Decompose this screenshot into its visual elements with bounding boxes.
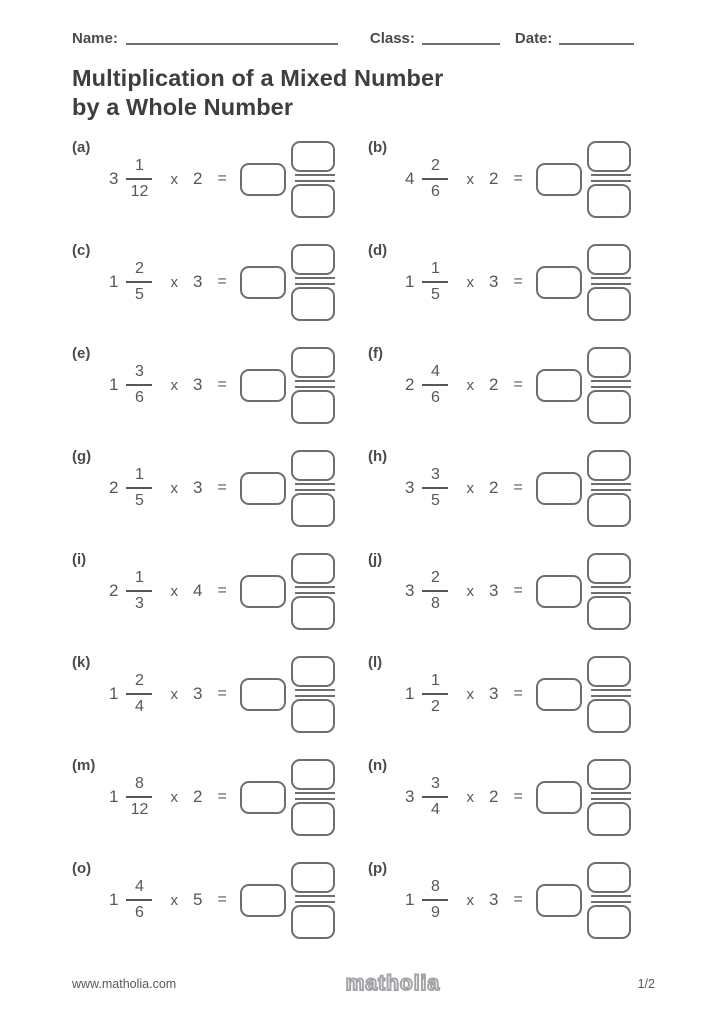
fraction-bar: [422, 590, 448, 592]
answer-whole-box[interactable]: [536, 884, 582, 917]
answer-whole-box[interactable]: [240, 781, 286, 814]
times-sign: x: [170, 273, 178, 291]
mixed-whole: 2: [405, 375, 415, 394]
answer-denominator-box[interactable]: [587, 287, 631, 321]
problem-a: [72, 135, 368, 238]
problem-label: (m): [72, 757, 96, 774]
answer-fraction-bar: [295, 380, 335, 388]
problem-b: [368, 135, 655, 238]
fraction-bar: [126, 281, 152, 283]
answer-fraction-bar: [591, 895, 631, 903]
equals-sign: =: [513, 170, 523, 187]
answer-numerator-box[interactable]: [587, 759, 631, 790]
problem-expression: [405, 869, 655, 931]
answer-fraction: [291, 553, 335, 630]
answer-numerator-box[interactable]: [291, 656, 335, 687]
answer-denominator-box[interactable]: [291, 493, 335, 527]
problem-label: (i): [72, 551, 87, 568]
times-sign: x: [170, 788, 178, 806]
answer-numerator-box[interactable]: [291, 553, 335, 584]
multiplier: 3: [488, 890, 499, 909]
answer-denominator-box[interactable]: [587, 390, 631, 424]
problem-i: [72, 547, 368, 650]
footer-website-link[interactable]: www.matholia.com: [72, 977, 177, 991]
problem-label: (o): [72, 860, 92, 877]
mixed-fraction: [126, 363, 152, 407]
fraction-numerator: 2: [135, 260, 144, 277]
problem-g: [72, 444, 368, 547]
answer-fraction: [291, 862, 335, 939]
mixed-whole: 1: [109, 684, 119, 703]
problem-n: [368, 753, 655, 856]
answer-whole-box[interactable]: [536, 472, 582, 505]
mixed-fraction: [126, 569, 152, 613]
problem-label: (b): [368, 139, 388, 156]
answer-whole-box[interactable]: [536, 678, 582, 711]
answer-numerator-box[interactable]: [587, 553, 631, 584]
mixed-whole: 1: [405, 890, 415, 909]
problem-label: (j): [368, 551, 383, 568]
problem-h: [368, 444, 655, 547]
fraction-numerator: 4: [431, 363, 440, 380]
fraction-bar: [422, 178, 448, 180]
problem-label: (e): [72, 345, 91, 362]
mixed-fraction: [422, 672, 448, 716]
problem-expression: [109, 354, 368, 416]
mixed-fraction: [422, 363, 448, 407]
answer-fraction-bar: [295, 792, 335, 800]
problem-p: [368, 856, 655, 959]
fraction-denominator: 6: [431, 389, 440, 406]
answer-denominator-box[interactable]: [291, 699, 335, 733]
mixed-whole: 2: [109, 478, 119, 497]
answer-whole-box[interactable]: [240, 266, 286, 299]
equals-sign: =: [217, 685, 227, 702]
equals-sign: =: [513, 685, 523, 702]
answer-fraction-bar: [591, 586, 631, 594]
fraction-denominator: 2: [431, 698, 440, 715]
problem-expression: [405, 663, 655, 725]
equals-sign: =: [513, 273, 523, 290]
equals-sign: =: [513, 479, 523, 496]
answer-denominator-box[interactable]: [587, 184, 631, 218]
page-title-line2: by a Whole Number: [72, 94, 294, 120]
answer-fraction-bar: [295, 586, 335, 594]
problem-l: [368, 650, 655, 753]
answer-denominator-box[interactable]: [291, 905, 335, 939]
multiplier: 3: [192, 478, 203, 497]
mixed-fraction: [422, 466, 448, 510]
problem-expression: [109, 869, 368, 931]
problem-j: [368, 547, 655, 650]
fraction-denominator: 12: [130, 183, 149, 200]
multiplier: 3: [192, 272, 203, 291]
mixed-fraction: [126, 672, 152, 716]
footer: [72, 972, 655, 996]
fraction-denominator: 8: [431, 595, 440, 612]
times-sign: x: [170, 376, 178, 394]
problem-o: [72, 856, 368, 959]
equals-sign: =: [217, 273, 227, 290]
fraction-numerator: 2: [431, 569, 440, 586]
equals-sign: =: [217, 582, 227, 599]
problems-grid: [72, 135, 655, 959]
answer-fraction: [291, 347, 335, 424]
mixed-whole: 3: [405, 581, 415, 600]
answer-denominator-box[interactable]: [291, 184, 335, 218]
mixed-whole: 3: [109, 169, 119, 188]
answer-numerator-box[interactable]: [587, 656, 631, 687]
fraction-bar: [422, 796, 448, 798]
times-sign: x: [466, 891, 474, 909]
answer-whole-box[interactable]: [240, 575, 286, 608]
problem-label: (c): [72, 242, 91, 259]
matholia-logo: matholia: [345, 972, 441, 995]
answer-fraction-bar: [295, 895, 335, 903]
mixed-fraction: [422, 569, 448, 613]
fraction-numerator: 1: [135, 466, 144, 483]
fraction-bar: [422, 487, 448, 489]
problem-expression: [109, 663, 368, 725]
fraction-numerator: 2: [431, 157, 440, 174]
problem-label: (p): [368, 860, 388, 877]
answer-numerator-box[interactable]: [291, 759, 335, 790]
multiplier: 2: [488, 478, 499, 497]
fraction-denominator: 9: [431, 904, 440, 921]
answer-whole-box[interactable]: [240, 472, 286, 505]
mixed-fraction: [422, 775, 448, 819]
mixed-whole: 2: [109, 581, 119, 600]
answer-fraction: [291, 759, 335, 836]
problem-d: [368, 238, 655, 341]
mixed-whole: 1: [405, 272, 415, 291]
fraction-bar: [422, 693, 448, 695]
fraction-bar: [422, 281, 448, 283]
fraction-denominator: 6: [135, 904, 144, 921]
fraction-denominator: 5: [431, 492, 440, 509]
answer-fraction-bar: [295, 277, 335, 285]
answer-fraction: [291, 141, 335, 218]
answer-whole-box[interactable]: [240, 678, 286, 711]
answer-fraction-bar: [591, 483, 631, 491]
answer-denominator-box[interactable]: [291, 802, 335, 836]
problem-label: (l): [368, 654, 383, 671]
fraction-bar: [422, 384, 448, 386]
problem-expression: [405, 560, 655, 622]
answer-fraction: [291, 656, 335, 733]
fraction-denominator: 12: [130, 801, 149, 818]
name-blank-line: [126, 43, 338, 45]
answer-numerator-box[interactable]: [587, 141, 631, 172]
problem-label: (k): [72, 654, 91, 671]
multiplier: 2: [488, 169, 499, 188]
times-sign: x: [466, 479, 474, 497]
answer-numerator-box[interactable]: [587, 244, 631, 275]
fraction-numerator: 3: [135, 363, 144, 380]
problem-label: (n): [368, 757, 388, 774]
problem-label: (h): [368, 448, 388, 465]
times-sign: x: [466, 788, 474, 806]
fraction-numerator: 1: [135, 569, 144, 586]
times-sign: x: [170, 685, 178, 703]
fraction-bar: [126, 178, 152, 180]
multiplier: 5: [192, 890, 203, 909]
problem-expression: [405, 457, 655, 519]
class-blank-line: [422, 43, 500, 45]
answer-numerator-box[interactable]: [291, 141, 335, 172]
fraction-denominator: 3: [135, 595, 144, 612]
times-sign: x: [466, 582, 474, 600]
mixed-fraction: [126, 260, 152, 304]
answer-numerator-box[interactable]: [291, 244, 335, 275]
multiplier: 3: [192, 684, 203, 703]
answer-whole-box[interactable]: [536, 266, 582, 299]
answer-numerator-box[interactable]: [587, 862, 631, 893]
answer-denominator-box[interactable]: [587, 596, 631, 630]
fraction-bar: [126, 487, 152, 489]
times-sign: x: [170, 891, 178, 909]
multiplier: 2: [488, 787, 499, 806]
equals-sign: =: [217, 376, 227, 393]
answer-fraction: [587, 244, 631, 321]
mixed-fraction: [422, 157, 448, 201]
answer-fraction: [587, 759, 631, 836]
times-sign: x: [466, 376, 474, 394]
multiplier: 3: [488, 684, 499, 703]
page-title: [72, 64, 655, 122]
problem-expression: [405, 148, 655, 210]
class-label: Class:: [369, 30, 415, 47]
mixed-fraction: [126, 775, 152, 819]
fraction-numerator: 4: [135, 878, 144, 895]
mixed-fraction: [422, 260, 448, 304]
answer-whole-box[interactable]: [240, 884, 286, 917]
fraction-numerator: 8: [135, 775, 144, 792]
equals-sign: =: [513, 788, 523, 805]
mixed-whole: 1: [109, 375, 119, 394]
fraction-denominator: 4: [135, 698, 144, 715]
equals-sign: =: [217, 170, 227, 187]
answer-fraction-bar: [295, 689, 335, 697]
answer-numerator-box[interactable]: [587, 450, 631, 481]
answer-denominator-box[interactable]: [587, 699, 631, 733]
problem-k: [72, 650, 368, 753]
multiplier: 2: [192, 787, 203, 806]
equals-sign: =: [217, 479, 227, 496]
answer-numerator-box[interactable]: [291, 862, 335, 893]
problem-label: (f): [368, 345, 383, 362]
answer-whole-box[interactable]: [240, 163, 286, 196]
problem-expression: [109, 148, 368, 210]
problem-e: [72, 341, 368, 444]
times-sign: x: [466, 273, 474, 291]
answer-fraction-bar: [591, 792, 631, 800]
problem-label: (g): [72, 448, 92, 465]
answer-denominator-box[interactable]: [587, 493, 631, 527]
mixed-whole: 1: [405, 684, 415, 703]
times-sign: x: [170, 479, 178, 497]
mixed-whole: 3: [405, 478, 415, 497]
fraction-bar: [126, 693, 152, 695]
name-label: Name:: [72, 30, 118, 47]
fraction-numerator: 3: [431, 775, 440, 792]
answer-fraction: [587, 862, 631, 939]
answer-denominator-box[interactable]: [291, 287, 335, 321]
problem-expression: [109, 457, 368, 519]
fraction-numerator: 8: [431, 878, 440, 895]
fraction-numerator: 1: [431, 672, 440, 689]
problem-m: [72, 753, 368, 856]
fraction-bar: [126, 796, 152, 798]
answer-denominator-box[interactable]: [291, 596, 335, 630]
answer-fraction-bar: [591, 277, 631, 285]
answer-fraction-bar: [591, 380, 631, 388]
answer-numerator-box[interactable]: [291, 347, 335, 378]
fraction-numerator: 1: [431, 260, 440, 277]
page-number: 1/2: [637, 977, 655, 991]
fraction-denominator: 5: [135, 492, 144, 509]
mixed-whole: 1: [109, 890, 119, 909]
answer-whole-box[interactable]: [536, 163, 582, 196]
mixed-whole: 1: [109, 787, 119, 806]
equals-sign: =: [513, 376, 523, 393]
problem-c: [72, 238, 368, 341]
date-label: Date:: [514, 30, 553, 47]
times-sign: x: [466, 685, 474, 703]
answer-numerator-box[interactable]: [587, 347, 631, 378]
equals-sign: =: [217, 891, 227, 908]
equals-sign: =: [513, 891, 523, 908]
mixed-whole: 1: [109, 272, 119, 291]
fraction-denominator: 6: [135, 389, 144, 406]
equals-sign: =: [217, 788, 227, 805]
answer-fraction-bar: [591, 174, 631, 182]
header-row: [72, 30, 655, 47]
fraction-bar: [126, 899, 152, 901]
answer-fraction-bar: [295, 483, 335, 491]
multiplier: 2: [192, 169, 203, 188]
multiplier: 2: [488, 375, 499, 394]
mixed-fraction: [126, 878, 152, 922]
problem-expression: [109, 560, 368, 622]
mixed-fraction: [126, 157, 152, 201]
mixed-whole: 3: [405, 787, 415, 806]
answer-whole-box[interactable]: [536, 575, 582, 608]
problem-expression: [109, 251, 368, 313]
answer-denominator-box[interactable]: [291, 390, 335, 424]
problem-label: (a): [72, 139, 91, 156]
date-blank-line: [559, 43, 634, 45]
multiplier: 3: [488, 272, 499, 291]
fraction-numerator: 3: [431, 466, 440, 483]
fraction-denominator: 4: [431, 801, 440, 818]
fraction-denominator: 5: [135, 286, 144, 303]
answer-whole-box[interactable]: [536, 369, 582, 402]
answer-denominator-box[interactable]: [587, 802, 631, 836]
problem-expression: [109, 766, 368, 828]
times-sign: x: [466, 170, 474, 188]
fraction-numerator: 2: [135, 672, 144, 689]
answer-fraction-bar: [591, 689, 631, 697]
problem-expression: [405, 766, 655, 828]
times-sign: x: [170, 582, 178, 600]
problem-expression: [405, 251, 655, 313]
answer-fraction-bar: [295, 174, 335, 182]
answer-whole-box[interactable]: [536, 781, 582, 814]
answer-fraction: [587, 656, 631, 733]
page-title-line1: Multiplication of a Mixed Number: [72, 65, 444, 91]
answer-whole-box[interactable]: [240, 369, 286, 402]
answer-denominator-box[interactable]: [587, 905, 631, 939]
fraction-denominator: 5: [431, 286, 440, 303]
answer-fraction: [291, 450, 335, 527]
fraction-numerator: 1: [135, 157, 144, 174]
answer-fraction: [587, 347, 631, 424]
problem-f: [368, 341, 655, 444]
mixed-fraction: [126, 466, 152, 510]
multiplier: 4: [192, 581, 203, 600]
equals-sign: =: [513, 582, 523, 599]
fraction-denominator: 6: [431, 183, 440, 200]
answer-fraction: [587, 553, 631, 630]
fraction-bar: [126, 590, 152, 592]
multiplier: 3: [488, 581, 499, 600]
answer-fraction: [587, 141, 631, 218]
problem-expression: [405, 354, 655, 416]
fraction-bar: [422, 899, 448, 901]
times-sign: x: [170, 170, 178, 188]
answer-numerator-box[interactable]: [291, 450, 335, 481]
mixed-fraction: [422, 878, 448, 922]
answer-fraction: [587, 450, 631, 527]
fraction-bar: [126, 384, 152, 386]
answer-fraction: [291, 244, 335, 321]
multiplier: 3: [192, 375, 203, 394]
mixed-whole: 4: [405, 169, 415, 188]
problem-label: (d): [368, 242, 388, 259]
